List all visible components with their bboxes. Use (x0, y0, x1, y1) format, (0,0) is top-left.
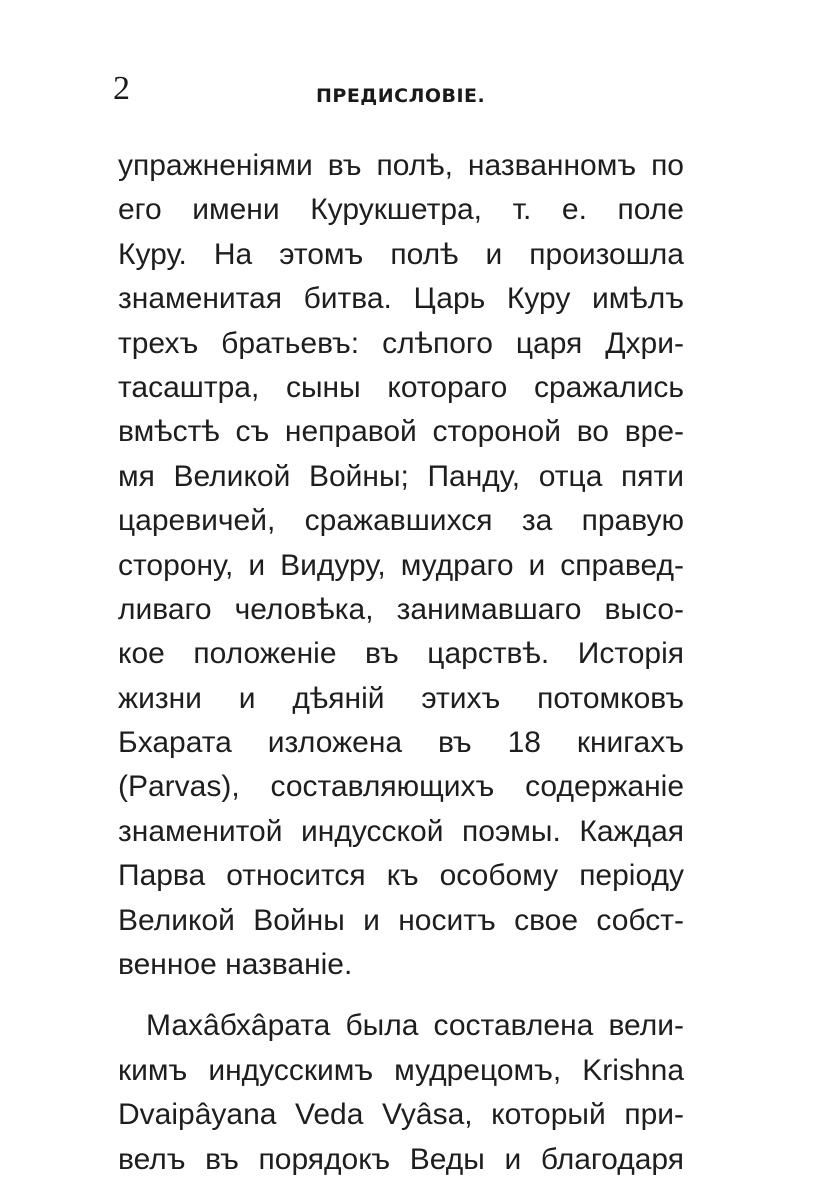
text-line: ливаго человѣка, занимавшаго высо- (118, 592, 684, 626)
text-line: его имени Курукшетра, т. е. поле (118, 193, 684, 227)
text-line: Dvaipâyana Veda Vyâsa, который при- (118, 1098, 684, 1132)
text-line: кое положеніе въ царствѣ. Исторія (118, 637, 684, 671)
text-line: жизни и дѣяній этихъ потомковъ (118, 681, 684, 715)
text-line: мя Великой Войны; Панду, отца пяти (118, 459, 684, 493)
text-line: Куру. На этомъ полѣ и произошла (118, 237, 684, 271)
text-line: Великой Войны и носитъ свое собст- (118, 903, 684, 937)
text-line: трехъ братьевъ: слѣпого царя Дхри- (118, 326, 684, 360)
text-line: вмѣстѣ съ неправой стороной во вре- (118, 415, 684, 449)
text-line: царевичей, сражавшихся за правую (118, 504, 684, 538)
text-line: кимъ индусскимъ мудрецомъ, Krishna (118, 1053, 684, 1087)
text-line: тасаштра, сыны котораго сражались (118, 370, 684, 404)
paragraph-1 (118, 144, 684, 987)
text-line: Бхарата изложена въ 18 книгахъ (118, 726, 684, 760)
text-line: упражненіями въ полѣ, названномъ по (118, 149, 684, 182)
text-line: велъ въ порядокъ Веды и благодаря (118, 1142, 684, 1176)
text-line: (Parvas), составляющихъ содержаніе (118, 770, 684, 804)
text-line: Махâбхâрата была составлена вели- (146, 1009, 684, 1043)
running-head: ПРЕДИСЛОВІЕ. (316, 85, 486, 107)
text-line: венное названіе. (118, 948, 353, 982)
paragraph-spacer (118, 987, 684, 1004)
text-line: Парва относится къ особому періоду (118, 859, 684, 893)
body-text (118, 144, 684, 1182)
text-line: знаменитой индусской поэмы. Каждая (118, 814, 684, 848)
page-number: 2 (113, 70, 130, 107)
text-line: сторону, и Видуру, мудраго и справед- (118, 548, 684, 582)
text-line: знаменитая битва. Царь Куру имѣлъ (118, 282, 684, 316)
paragraph-2 (118, 1004, 684, 1182)
